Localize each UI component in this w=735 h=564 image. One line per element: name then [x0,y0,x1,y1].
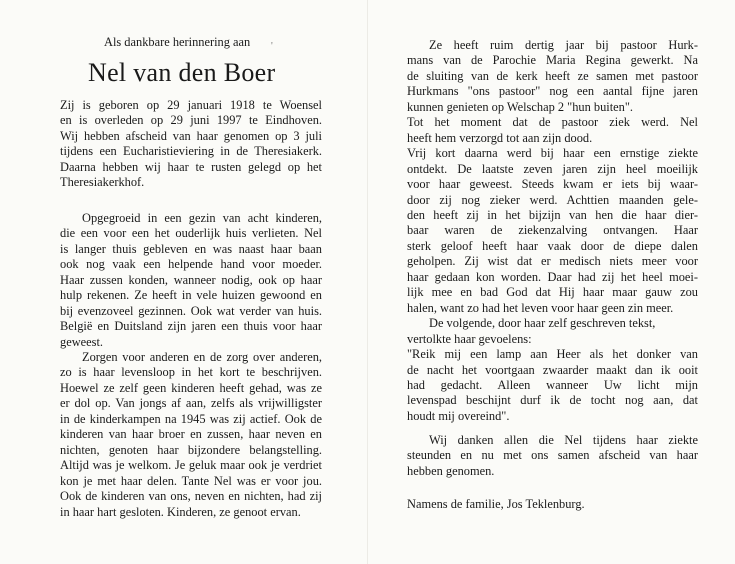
text-line: De volgende, door haar zelf geschreven tekst, [429,316,656,331]
text-line: ook nog vaak een helpende hand voor moeder. [60,257,322,272]
text-line: Tot het moment dat de pastoor ziek werd. Nel [407,115,698,130]
text-line: halen, want zo had het leven voor haar geen zin meer. [407,300,674,315]
text-line: kunnen genieten op Welschap 2 "hun buiten". [407,99,634,114]
text-line: kon je met haar delen. Tante Nel was er voor jou. [60,473,322,488]
text-line: zo is haar levensloop in het kort te beschrijven. [60,365,322,380]
upbringing-paragraph [60,211,322,350]
poem-line: de nacht het voortgaan zwaarder maakt dan ik ooit [407,362,698,377]
text-line: ontdekt. De laatste zeven jaren zijn heel moeilijk [407,161,698,176]
deceased-name: Nel van den Boer [88,58,276,87]
intro-line: Als dankbare herinnering aan [104,35,251,49]
text-line: in haar hart gesloten. Kinderen, ze genoot ervan. [60,504,301,519]
stray-mark: ' [271,41,273,52]
thanks-paragraph [407,433,698,479]
text-line: haar gedaan kon worden. Daar had zij het heel moei- [407,269,698,284]
text-line: Namens de familie, Jos Teklenburg. [407,497,585,511]
text-line: is langer thuis gebleven en was naast haar baan [60,241,322,256]
text-line: in de kinderkampen na 1945 was zij actief. Ook de [60,411,322,426]
text-line: bij evenzoveel gezinnen. Ook wat verder van huis. [60,303,322,318]
text-line: voor haar geweest. Steeds kwam er iets bij waar- [407,177,698,192]
text-line: België en Duitsland zijn jaren een thuis voor haar [60,319,322,334]
text-line: de sluiting van de kerk heeft ze samen met pastoor [407,68,698,83]
text-line: Wij hebben afscheid van haar genomen op 3 juli [60,128,322,143]
text-line: hebben genomen. [407,463,495,478]
text-line: Zorgen voor anderen en de zorg over anderen, [82,350,322,364]
text-line: sterk geloof heeft haar vaak door de diepe dalen [407,238,698,253]
text-line: nichten, genoten haar bijzondere belangstelling. [60,442,322,457]
text-line: door zij nog zieker werd. Achttien maanden gele- [407,192,698,207]
text-line: lijk mee en bad God dat Hij haar maar gauw zou [407,285,698,300]
birth-death-paragraph [60,98,322,191]
text-line: Hurkmans "ons pastoor" nog een aantal fijne jaren [407,84,698,99]
text-line: er dol op. Van jongs af aan, zelfs als vrijwilligster [60,396,322,411]
text-line: Zij is geboren op 29 januari 1918 te Woensel [60,98,322,112]
signature-line [407,497,698,512]
text-line: mans van de Parochie Maria Regina gewerkt. Na [407,53,698,68]
text-line: geholpen. Zij wist dat er medisch niets meer voor [407,254,698,269]
text-line: heeft hem verzorgd tot aan zijn dood. [407,130,593,145]
text-line: kinderen van haar broer en zussen, haar neven en [60,427,322,442]
text-line: Ze heeft ruim dertig jaar bij pastoor Hurk- [429,38,698,52]
text-line: geweest. [60,334,104,349]
work-illness-paragraph [407,38,698,424]
poem-line: levenspad beschijnt durf ik de tocht nog aan, dat [407,393,698,408]
text-line: Altijd was je welkom. Je geluk maar ook je verdriet [60,458,322,473]
text-line: Vrij kort daarna werd bij haar een ernstige ziekte [407,146,698,161]
poem-line: houdt mij overeind". [407,408,510,423]
text-line: Ook de kinderen van ons, neven en nichten, had zij [60,489,322,504]
text-line: Wij danken allen die Nel tijdens haar ziekte [429,433,698,447]
poem-line: had gedacht. Alleen wanneer Uw licht mijn [407,377,698,392]
text-line: en is overleden op 29 juni 1997 te Eindhoven. [60,113,322,128]
text-line: Daarna hebben wij haar te rusten gelegd op het [60,159,322,174]
text-line: hulp rekenen. Ze heeft in vele huizen gewoond en [60,288,322,303]
text-line: Hoewel ze zelf geen kinderen heeft gehad, was ze [60,380,322,395]
text-line: die een voor een het ouderlijk huis verlieten. Nel [60,226,322,241]
text-line: baar waren de ziekenzalving ontvangen. Haar [407,223,698,238]
text-line: Opgegroeid in een gezin van acht kinderen, [82,211,322,225]
fold-line [367,0,368,564]
text-line: Theresiakerkhof. [60,175,145,190]
text-line: steunden en nu met ons samen afscheid van haar [407,448,698,463]
text-line: tijdens een Eucharistieviering in de Theresiakerk. [60,144,322,159]
text-line: Haar zussen konden, wanneer nodig, ook op haar [60,272,322,287]
care-paragraph [60,350,322,520]
poem-line: "Reik mij een lamp aan Heer als het donker van [407,347,698,362]
text-line: vertolkte haar gevoelens: [407,331,532,346]
text-line: den heeft zij in het bijzijn van hen die haar dier- [407,207,698,222]
